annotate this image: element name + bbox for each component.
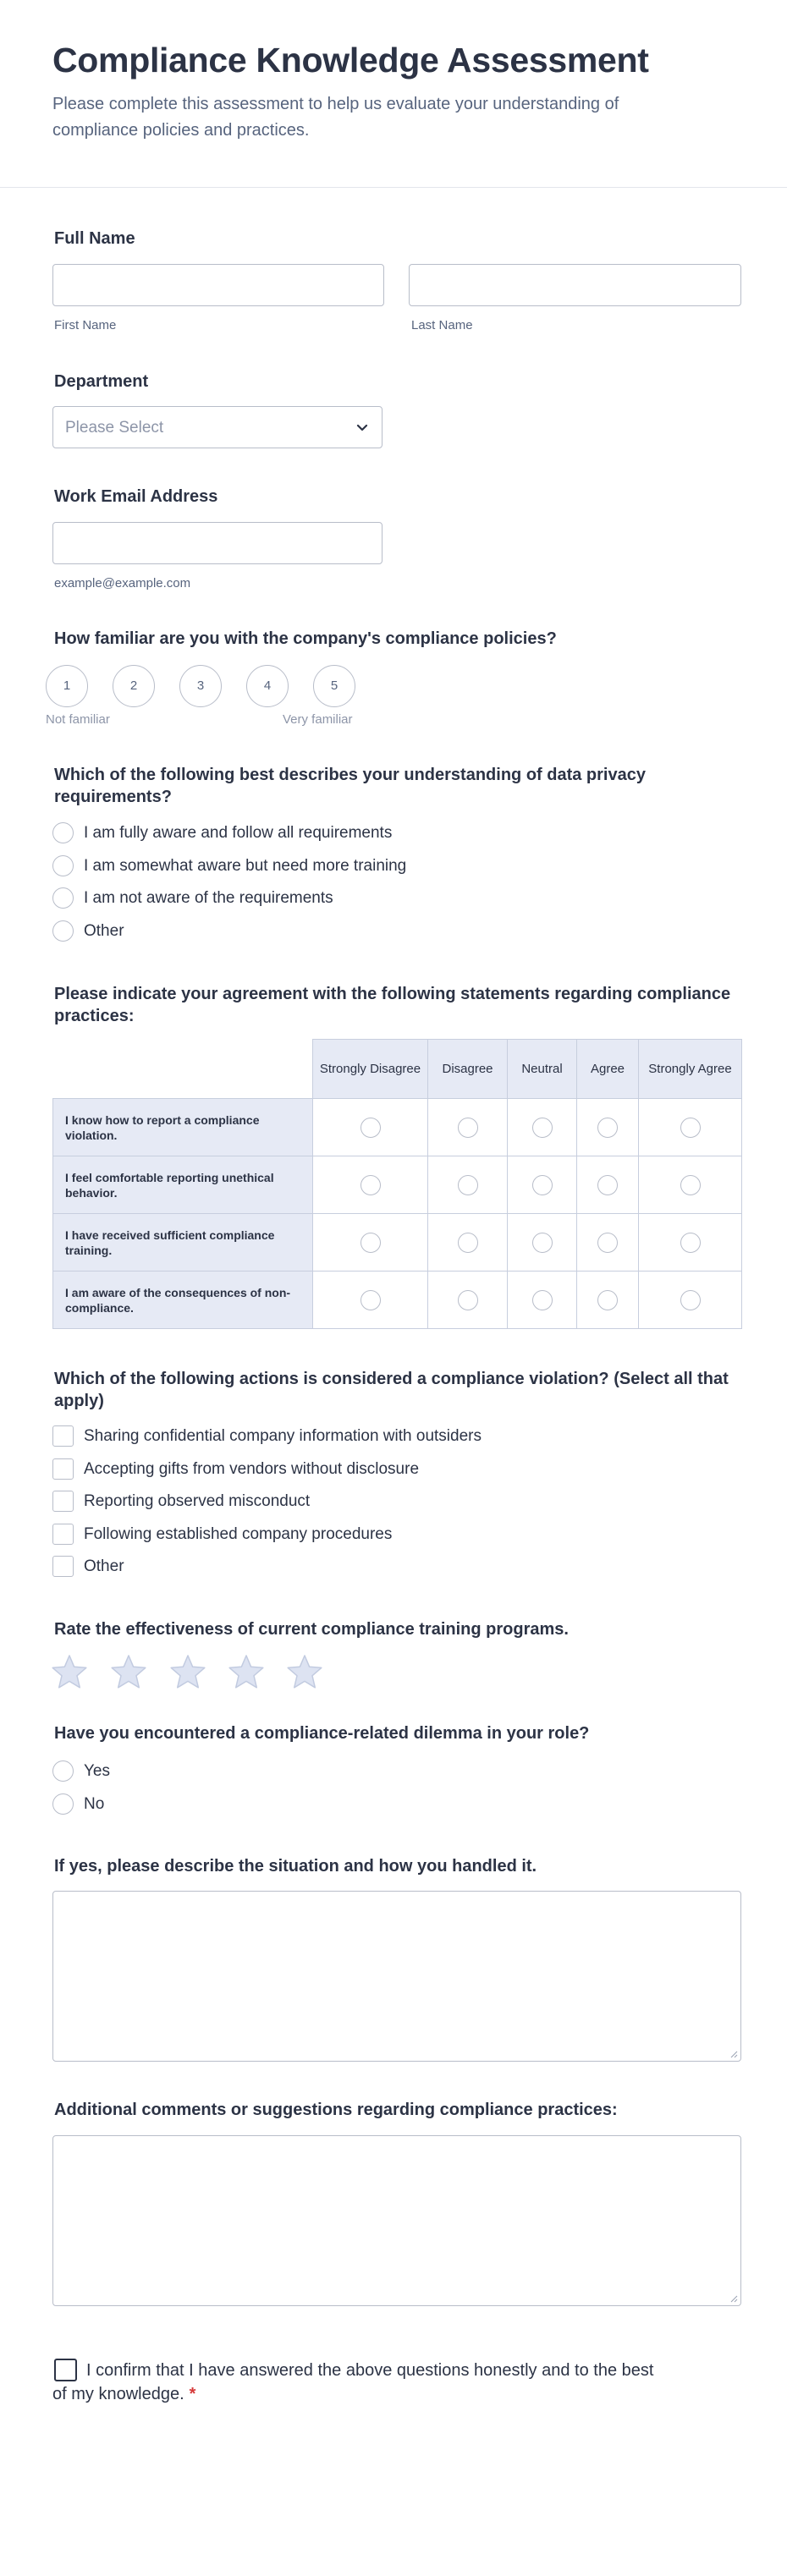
- matrix-cell: [639, 1272, 742, 1329]
- required-marker: *: [189, 2385, 196, 2403]
- scale-option-2[interactable]: 2: [113, 665, 155, 707]
- matrix-row-label: I know how to report a compliance violation.: [53, 1099, 313, 1156]
- matrix-column-header: Strongly Agree: [639, 1040, 742, 1099]
- matrix-column-header: Neutral: [508, 1040, 577, 1099]
- privacy-radio-4[interactable]: [52, 920, 74, 942]
- matrix-radio[interactable]: [680, 1233, 701, 1253]
- matrix-radio[interactable]: [458, 1118, 478, 1138]
- matrix-radio[interactable]: [532, 1118, 553, 1138]
- star-icon[interactable]: [169, 1654, 206, 1689]
- dilemma-yes-label: Yes: [84, 1762, 110, 1780]
- matrix-radio[interactable]: [532, 1175, 553, 1195]
- department-label: Department: [54, 372, 149, 391]
- privacy-radio-2[interactable]: [52, 855, 74, 876]
- comments-textarea[interactable]: [52, 2135, 741, 2306]
- last-name-sublabel: Last Name: [411, 318, 473, 332]
- dilemma-radio-yes[interactable]: [52, 1760, 74, 1782]
- dilemma-question: Have you encountered a compliance-related dilemma in your role?: [54, 1724, 590, 1743]
- scale-option-5[interactable]: 5: [313, 665, 355, 707]
- agreement-question: Please indicate your agreement with the following statements regarding compliance practices:: [54, 985, 731, 1025]
- matrix-cell: [313, 1214, 428, 1272]
- star-icon[interactable]: [228, 1654, 265, 1689]
- privacy-option-3-label: I am not aware of the requirements: [84, 889, 333, 907]
- resize-grip-icon[interactable]: [729, 2294, 738, 2303]
- privacy-question: Which of the following best describes your understanding of data privacy requirements?: [54, 766, 646, 806]
- matrix-cell: [428, 1099, 508, 1156]
- situation-textarea[interactable]: [52, 1891, 741, 2062]
- email-label: Work Email Address: [54, 487, 218, 506]
- scale-option-1[interactable]: 1: [46, 665, 88, 707]
- matrix-cell: [313, 1099, 428, 1156]
- matrix-cell: [313, 1156, 428, 1214]
- matrix-cell: [428, 1272, 508, 1329]
- matrix-cell: [428, 1214, 508, 1272]
- rating-question: Rate the effectiveness of current compliance training programs.: [54, 1620, 569, 1639]
- scale-low-label: Not familiar: [46, 712, 110, 727]
- privacy-option-4-label: Other: [84, 922, 124, 940]
- dilemma-no-label: No: [84, 1795, 105, 1813]
- matrix-radio[interactable]: [680, 1290, 701, 1310]
- matrix-row: [53, 1272, 742, 1329]
- form-header: [0, 0, 787, 188]
- violation-checkbox-3[interactable]: [52, 1491, 74, 1512]
- department-select-value: Please Select: [65, 419, 164, 437]
- matrix-corner: [53, 1040, 313, 1099]
- matrix-radio[interactable]: [680, 1175, 701, 1195]
- confirm-text: I confirm that I have answered the above questions honestly and to the best of my knowledge.: [52, 2361, 654, 2403]
- matrix-radio[interactable]: [597, 1233, 618, 1253]
- department-select[interactable]: [52, 406, 382, 448]
- privacy-option-2-label: I am somewhat aware but need more training: [84, 857, 407, 875]
- matrix-row-label: I feel comfortable reporting unethical behavior.: [53, 1156, 313, 1214]
- agreement-matrix: [52, 1039, 742, 1329]
- matrix-row: [53, 1099, 742, 1156]
- star-icon[interactable]: [51, 1654, 88, 1689]
- comments-label: Additional comments or suggestions regarding compliance practices:: [54, 2101, 618, 2119]
- violation-checkbox-1[interactable]: [52, 1425, 74, 1447]
- matrix-cell: [508, 1099, 577, 1156]
- matrix-column-header: Agree: [577, 1040, 639, 1099]
- violation-checkbox-4[interactable]: [52, 1524, 74, 1545]
- email-input[interactable]: [52, 522, 382, 564]
- matrix-radio[interactable]: [597, 1175, 618, 1195]
- privacy-radio-3[interactable]: [52, 887, 74, 909]
- resize-grip-icon[interactable]: [729, 2050, 738, 2058]
- scale-option-4[interactable]: 4: [246, 665, 289, 707]
- scale-option-3[interactable]: 3: [179, 665, 222, 707]
- violations-question: Which of the following actions is considered a compliance violation? (Select all that apply): [54, 1370, 729, 1410]
- violation-option-4-label: Following established company procedures: [84, 1525, 393, 1543]
- matrix-cell: [639, 1099, 742, 1156]
- matrix-cell: [639, 1214, 742, 1272]
- chevron-down-icon: [355, 420, 370, 435]
- violation-checkbox-2[interactable]: [52, 1458, 74, 1480]
- matrix-row-label: I have received sufficient compliance training.: [53, 1214, 313, 1272]
- dilemma-radio-no[interactable]: [52, 1793, 74, 1815]
- matrix-row: [53, 1156, 742, 1214]
- matrix-radio[interactable]: [360, 1233, 381, 1253]
- matrix-radio[interactable]: [458, 1233, 478, 1253]
- matrix-cell: [508, 1214, 577, 1272]
- matrix-radio[interactable]: [597, 1118, 618, 1138]
- matrix-header-row: [53, 1040, 742, 1099]
- matrix-radio[interactable]: [532, 1290, 553, 1310]
- violation-option-5-label: Other: [84, 1557, 124, 1575]
- matrix-cell: [508, 1272, 577, 1329]
- scale-high-label: Very familiar: [283, 712, 353, 727]
- matrix-cell: [428, 1156, 508, 1214]
- first-name-sublabel: First Name: [54, 318, 117, 332]
- matrix-radio[interactable]: [597, 1290, 618, 1310]
- form-title: Compliance Knowledge Assessment: [52, 41, 649, 80]
- form-subtitle: Please complete this assessment to help us evaluate your understanding of compliance policies and practices.: [52, 95, 619, 140]
- privacy-radio-1[interactable]: [52, 822, 74, 843]
- matrix-radio[interactable]: [458, 1175, 478, 1195]
- matrix-cell: [577, 1099, 639, 1156]
- matrix-cell: [639, 1156, 742, 1214]
- matrix-column-header: Disagree: [428, 1040, 508, 1099]
- confirm-label: [52, 2359, 670, 2406]
- matrix-cell: [313, 1272, 428, 1329]
- privacy-option-1-label: I am fully aware and follow all requirements: [84, 824, 393, 842]
- matrix-cell: [508, 1156, 577, 1214]
- matrix-row: [53, 1214, 742, 1272]
- matrix-cell: [577, 1156, 639, 1214]
- matrix-radio[interactable]: [680, 1118, 701, 1138]
- familiarity-question: How familiar are you with the company's compliance policies?: [54, 629, 557, 648]
- violation-option-3-label: Reporting observed misconduct: [84, 1492, 311, 1510]
- full-name-label: Full Name: [54, 229, 135, 248]
- violation-option-1-label: Sharing confidential company information with outsiders: [84, 1427, 482, 1445]
- matrix-cell: [577, 1272, 639, 1329]
- violation-option-2-label: Accepting gifts from vendors without disclosure: [84, 1460, 420, 1478]
- last-name-input[interactable]: [409, 264, 741, 306]
- matrix-column-header: Strongly Disagree: [313, 1040, 428, 1099]
- star-icon[interactable]: [286, 1654, 323, 1689]
- matrix-row-label: I am aware of the consequences of non-compliance.: [53, 1272, 313, 1329]
- matrix-radio[interactable]: [360, 1175, 381, 1195]
- first-name-input[interactable]: [52, 264, 384, 306]
- situation-label: If yes, please describe the situation and how you handled it.: [54, 1857, 537, 1876]
- matrix-radio[interactable]: [360, 1118, 381, 1138]
- matrix-radio[interactable]: [458, 1290, 478, 1310]
- email-sublabel: example@example.com: [54, 576, 191, 590]
- matrix-radio[interactable]: [360, 1290, 381, 1310]
- violation-checkbox-5[interactable]: [52, 1556, 74, 1577]
- matrix-cell: [577, 1214, 639, 1272]
- star-icon[interactable]: [110, 1654, 147, 1689]
- matrix-radio[interactable]: [532, 1233, 553, 1253]
